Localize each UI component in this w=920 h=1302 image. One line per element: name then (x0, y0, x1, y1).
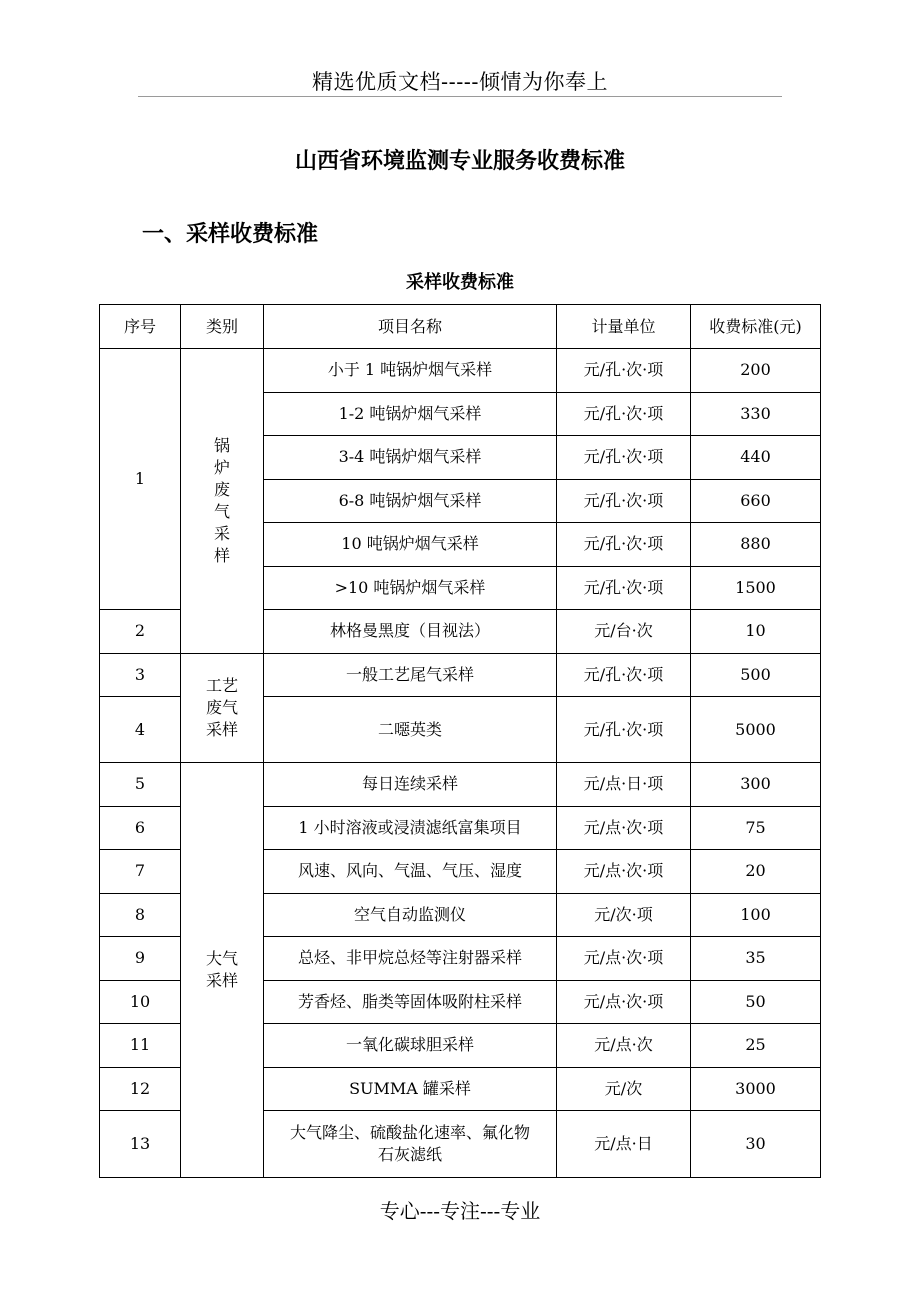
row-number: 5 (100, 763, 181, 807)
fee: 440 (691, 436, 821, 480)
row-number: 7 (100, 850, 181, 894)
item-name: 大气降尘、硫酸盐化速率、氟化物 石灰滤纸 (264, 1111, 557, 1178)
unit: 元/孔·次·项 (557, 479, 691, 523)
fee: 35 (691, 937, 821, 981)
item-name: 二噁英类 (264, 697, 557, 763)
row-number: 3 (100, 653, 181, 697)
unit: 元/点·次·项 (557, 850, 691, 894)
fee: 500 (691, 653, 821, 697)
unit: 元/孔·次·项 (557, 436, 691, 480)
fee: 330 (691, 392, 821, 436)
row-number: 11 (100, 1024, 181, 1068)
category-atmospheric: 大气 采样 (181, 763, 264, 1178)
unit: 元/孔·次·项 (557, 697, 691, 763)
unit: 元/台·次 (557, 610, 691, 654)
column-header-unit: 计量单位 (557, 305, 691, 349)
document-title: 山西省环境监测专业服务收费标准 (294, 149, 625, 174)
item-name: >10 吨锅炉烟气采样 (264, 566, 557, 610)
fee: 10 (691, 610, 821, 654)
fee: 1500 (691, 566, 821, 610)
table-row (100, 763, 821, 807)
fee: 50 (691, 980, 821, 1024)
column-header-category: 类别 (181, 305, 264, 349)
item-name: 每日连续采样 (264, 763, 557, 807)
fee: 5000 (691, 697, 821, 763)
category-process-exhaust: 工艺 废气 采样 (181, 653, 264, 763)
fee: 75 (691, 806, 821, 850)
page-footer: 专心---专注---专业 (379, 1199, 541, 1223)
row-number: 10 (100, 980, 181, 1024)
row-number: 12 (100, 1067, 181, 1111)
table-header-row (100, 305, 821, 349)
unit: 元/孔·次·项 (557, 566, 691, 610)
table-row (100, 653, 821, 697)
table-caption: 采样收费标准 (406, 272, 514, 293)
column-header-no: 序号 (100, 305, 181, 349)
unit: 元/点·次·项 (557, 806, 691, 850)
unit: 元/点·次 (557, 1024, 691, 1068)
item-name: 6-8 吨锅炉烟气采样 (264, 479, 557, 523)
row-number: 8 (100, 893, 181, 937)
sampling-fee-table (99, 304, 821, 1178)
table-row (100, 349, 821, 393)
unit: 元/点·日 (557, 1111, 691, 1178)
unit: 元/孔·次·项 (557, 392, 691, 436)
unit: 元/点·日·项 (557, 763, 691, 807)
column-header-item: 项目名称 (264, 305, 557, 349)
fee: 660 (691, 479, 821, 523)
unit: 元/次·项 (557, 893, 691, 937)
row-number: 9 (100, 937, 181, 981)
item-name: 一氧化碳球胆采样 (264, 1024, 557, 1068)
fee: 25 (691, 1024, 821, 1068)
fee: 200 (691, 349, 821, 393)
section-title: 一、采样收费标准 (142, 222, 319, 247)
page-header: 精选优质文档-----倾情为你奉上 (312, 70, 608, 94)
row-number: 6 (100, 806, 181, 850)
item-name: 1 小时溶液或浸渍滤纸富集项目 (264, 806, 557, 850)
header-divider (138, 96, 782, 97)
unit: 元/次 (557, 1067, 691, 1111)
fee: 300 (691, 763, 821, 807)
item-name: 10 吨锅炉烟气采样 (264, 523, 557, 567)
unit: 元/孔·次·项 (557, 523, 691, 567)
item-name: 芳香烃、脂类等固体吸附柱采样 (264, 980, 557, 1024)
fee: 30 (691, 1111, 821, 1178)
fee: 100 (691, 893, 821, 937)
unit: 元/孔·次·项 (557, 653, 691, 697)
fee: 20 (691, 850, 821, 894)
item-name: 3-4 吨锅炉烟气采样 (264, 436, 557, 480)
row-number: 2 (100, 610, 181, 654)
item-name: 小于 1 吨锅炉烟气采样 (264, 349, 557, 393)
unit: 元/点·次·项 (557, 937, 691, 981)
item-name: 风速、风向、气温、气压、湿度 (264, 850, 557, 894)
row-number: 13 (100, 1111, 181, 1178)
category-boiler-exhaust: 锅 炉 废 气 采 样 (181, 349, 264, 654)
item-name: 空气自动监测仪 (264, 893, 557, 937)
unit: 元/点·次·项 (557, 980, 691, 1024)
column-header-fee: 收费标准(元) (691, 305, 821, 349)
row-number: 1 (100, 349, 181, 610)
item-name: SUMMA 罐采样 (264, 1067, 557, 1111)
unit: 元/孔·次·项 (557, 349, 691, 393)
fee: 3000 (691, 1067, 821, 1111)
item-name: 1-2 吨锅炉烟气采样 (264, 392, 557, 436)
item-name: 一般工艺尾气采样 (264, 653, 557, 697)
item-name: 林格曼黑度（目视法） (264, 610, 557, 654)
item-name: 总烃、非甲烷总烃等注射器采样 (264, 937, 557, 981)
fee: 880 (691, 523, 821, 567)
row-number: 4 (100, 697, 181, 763)
